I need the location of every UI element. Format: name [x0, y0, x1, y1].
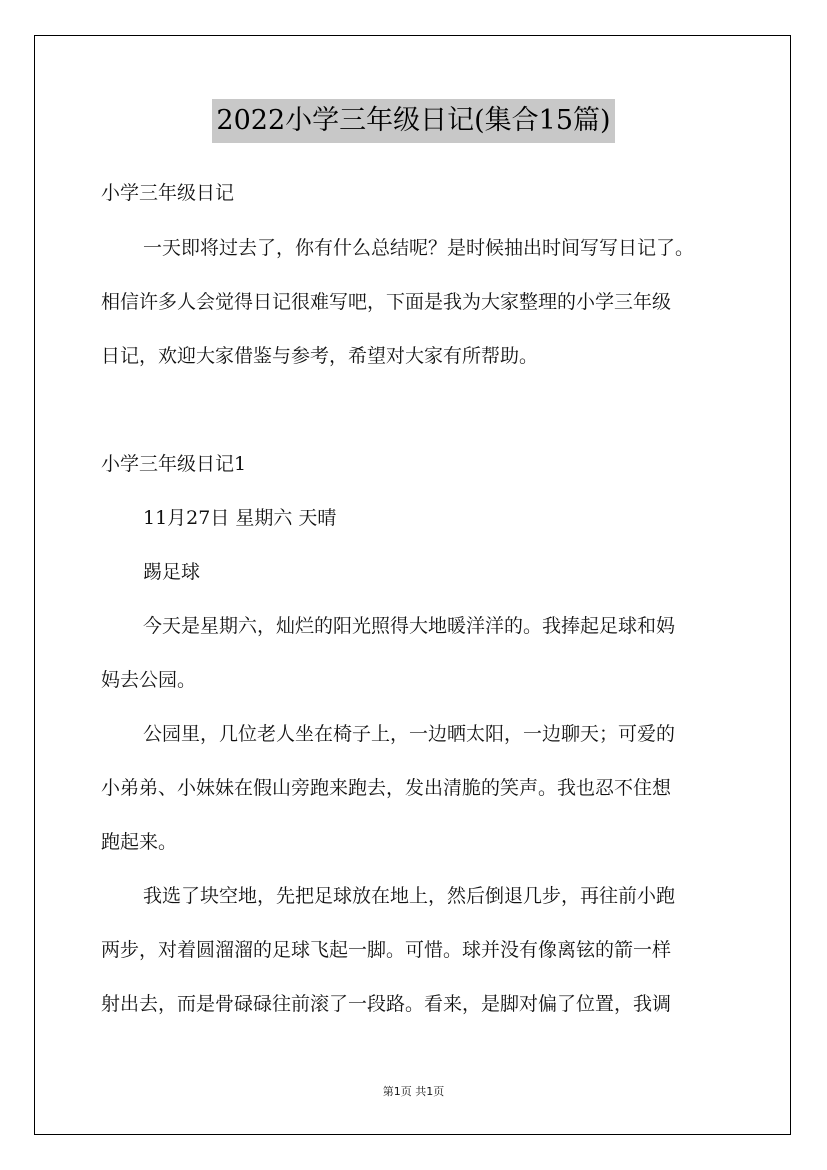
document-title: 2022小学三年级日记(集合15篇)	[212, 99, 614, 143]
title-container	[0, 99, 827, 143]
paragraph-line: 一天即将过去了，你有什么总结呢？是时候抽出时间写写日记了。	[143, 237, 695, 259]
section-heading: 小学三年级日记	[101, 182, 235, 204]
paragraph-line: 妈去公园。	[101, 669, 197, 691]
paragraph-line: 射出去，而是骨碌碌往前滚了一段路。看来，是脚对偏了位置，我调	[101, 993, 672, 1015]
paragraph-line: 我选了块空地，先把足球放在地上，然后倒退几步，再往前小跑	[143, 885, 676, 907]
paragraph-line: 公园里，几位老人坐在椅子上，一边晒太阳，一边聊天；可爱的	[143, 723, 676, 745]
diary-date: 11月27日 星期六 天晴	[143, 507, 337, 529]
paragraph-line: 相信许多人会觉得日记很难写吧，下面是我为大家整理的小学三年级	[101, 291, 672, 313]
paragraph-line: 今天是星期六，灿烂的阳光照得大地暖洋洋的。我捧起足球和妈	[143, 615, 676, 637]
paragraph-line: 跑起来。	[101, 831, 178, 853]
section-heading: 小学三年级日记1	[101, 453, 247, 475]
paragraph-line: 小弟弟、小妹妹在假山旁跑来跑去，发出清脆的笑声。我也忍不住想	[101, 777, 672, 799]
paragraph-line: 日记，欢迎大家借鉴与参考，希望对大家有所帮助。	[101, 345, 539, 367]
paragraph-line: 两步，对着圆溜溜的足球飞起一脚。可惜。球并没有像离铉的箭一样	[101, 939, 672, 961]
page-footer: 第1页 共1页	[382, 1085, 445, 1098]
diary-title: 踢足球	[143, 561, 201, 583]
